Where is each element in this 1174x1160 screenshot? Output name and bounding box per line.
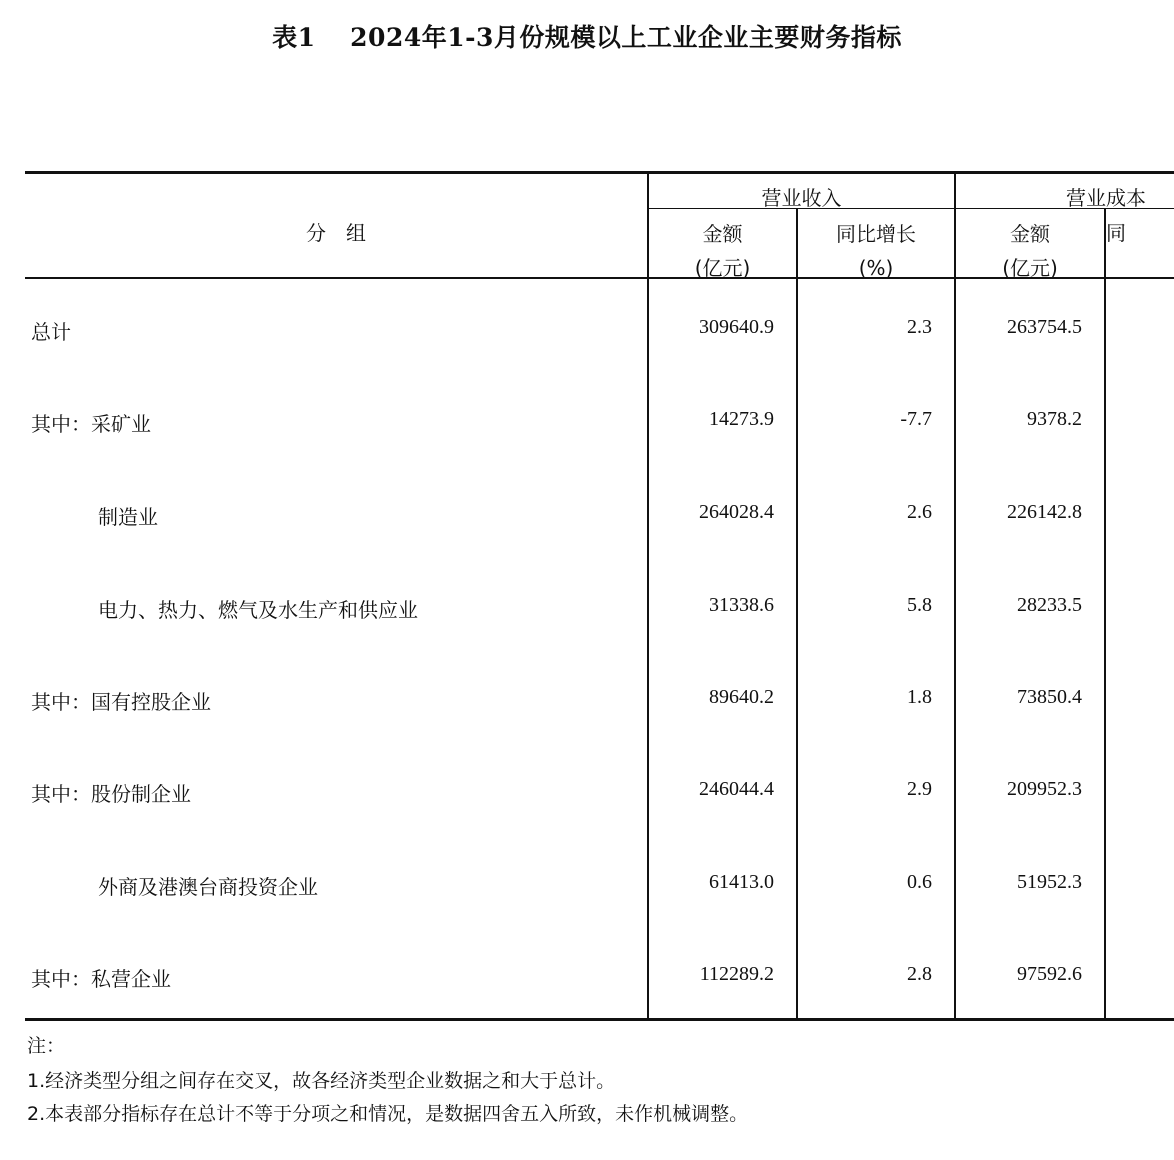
revenue-growth-label: 同比增长 (836, 222, 916, 246)
row-label-private: 其中：私营企业 (31, 967, 171, 991)
cost-manufacturing: 226142.8 (1007, 501, 1082, 523)
revenue-state-owned: 89640.2 (709, 686, 774, 708)
cost-mining: 9378.2 (1027, 408, 1082, 430)
row-label-shareholding: 其中：股份制企业 (31, 782, 191, 806)
growth-total: 2.3 (907, 316, 932, 338)
group-header: 分 组 (306, 221, 366, 245)
revenue-shareholding: 246044.4 (699, 778, 774, 800)
growth-state-owned: 1.8 (907, 686, 932, 708)
notes-heading: 注： (27, 1035, 66, 1057)
revenue-growth-header (798, 217, 954, 285)
revenue-utilities: 31338.6 (709, 594, 774, 616)
cost-header: 营业成本 (1066, 186, 1146, 210)
growth-utilities: 5.8 (907, 594, 932, 616)
growth-shareholding: 2.9 (907, 778, 932, 800)
col-divider-4 (1104, 208, 1106, 1021)
bottom-rule (25, 1018, 1174, 1021)
cost-utilities: 28233.5 (1017, 594, 1082, 616)
note-1: 1.经济类型分组之间存在交叉，故各经济类型企业数据之和大于总计。 (27, 1070, 616, 1092)
table-title: 表1 2024年1-3月份规模以上工业企业主要财务指标 (272, 23, 902, 52)
top-rule (25, 171, 1174, 174)
row-label-manufacturing: 制造业 (98, 505, 158, 529)
row-label-foreign: 外商及港澳台商投资企业 (98, 875, 318, 899)
growth-private: 2.8 (907, 963, 932, 985)
note-2: 2.本表部分指标存在总计不等于分项之和情况，是数据四舍五入所致，未作机械调整。 (27, 1103, 749, 1125)
revenue-manufacturing: 264028.4 (699, 501, 774, 523)
cost-total: 263754.5 (1007, 316, 1082, 338)
revenue-foreign: 61413.0 (709, 871, 774, 893)
growth-manufacturing: 2.6 (907, 501, 932, 523)
row-label-state-owned: 其中：国有控股企业 (31, 690, 211, 714)
revenue-header: 营业收入 (761, 186, 842, 210)
cost-amount-header (956, 217, 1104, 285)
cost-growth-header-partial: 同 (1106, 221, 1126, 245)
cost-shareholding: 209952.3 (1007, 778, 1082, 800)
revenue-amount-header (649, 217, 796, 285)
revenue-total: 309640.9 (699, 316, 774, 338)
growth-mining: -7.7 (900, 408, 932, 430)
revenue-amount-unit: (亿元) (694, 256, 751, 280)
row-label-mining: 其中：采矿业 (31, 412, 151, 436)
cost-amount-unit: (亿元) (1002, 256, 1058, 280)
growth-foreign: 0.6 (907, 871, 932, 893)
revenue-amount-label: 金额 (702, 222, 743, 246)
revenue-growth-unit: (%) (858, 256, 894, 280)
cost-amount-label: 金额 (1010, 222, 1050, 246)
row-label-total: 总计 (31, 320, 71, 344)
row-label-utilities: 电力、热力、燃气及水生产和供应业 (98, 598, 418, 622)
revenue-mining: 14273.9 (709, 408, 774, 430)
revenue-private: 112289.2 (699, 963, 774, 985)
cost-private: 97592.6 (1017, 963, 1082, 985)
cost-foreign: 51952.3 (1017, 871, 1082, 893)
cost-state-owned: 73850.4 (1017, 686, 1082, 708)
